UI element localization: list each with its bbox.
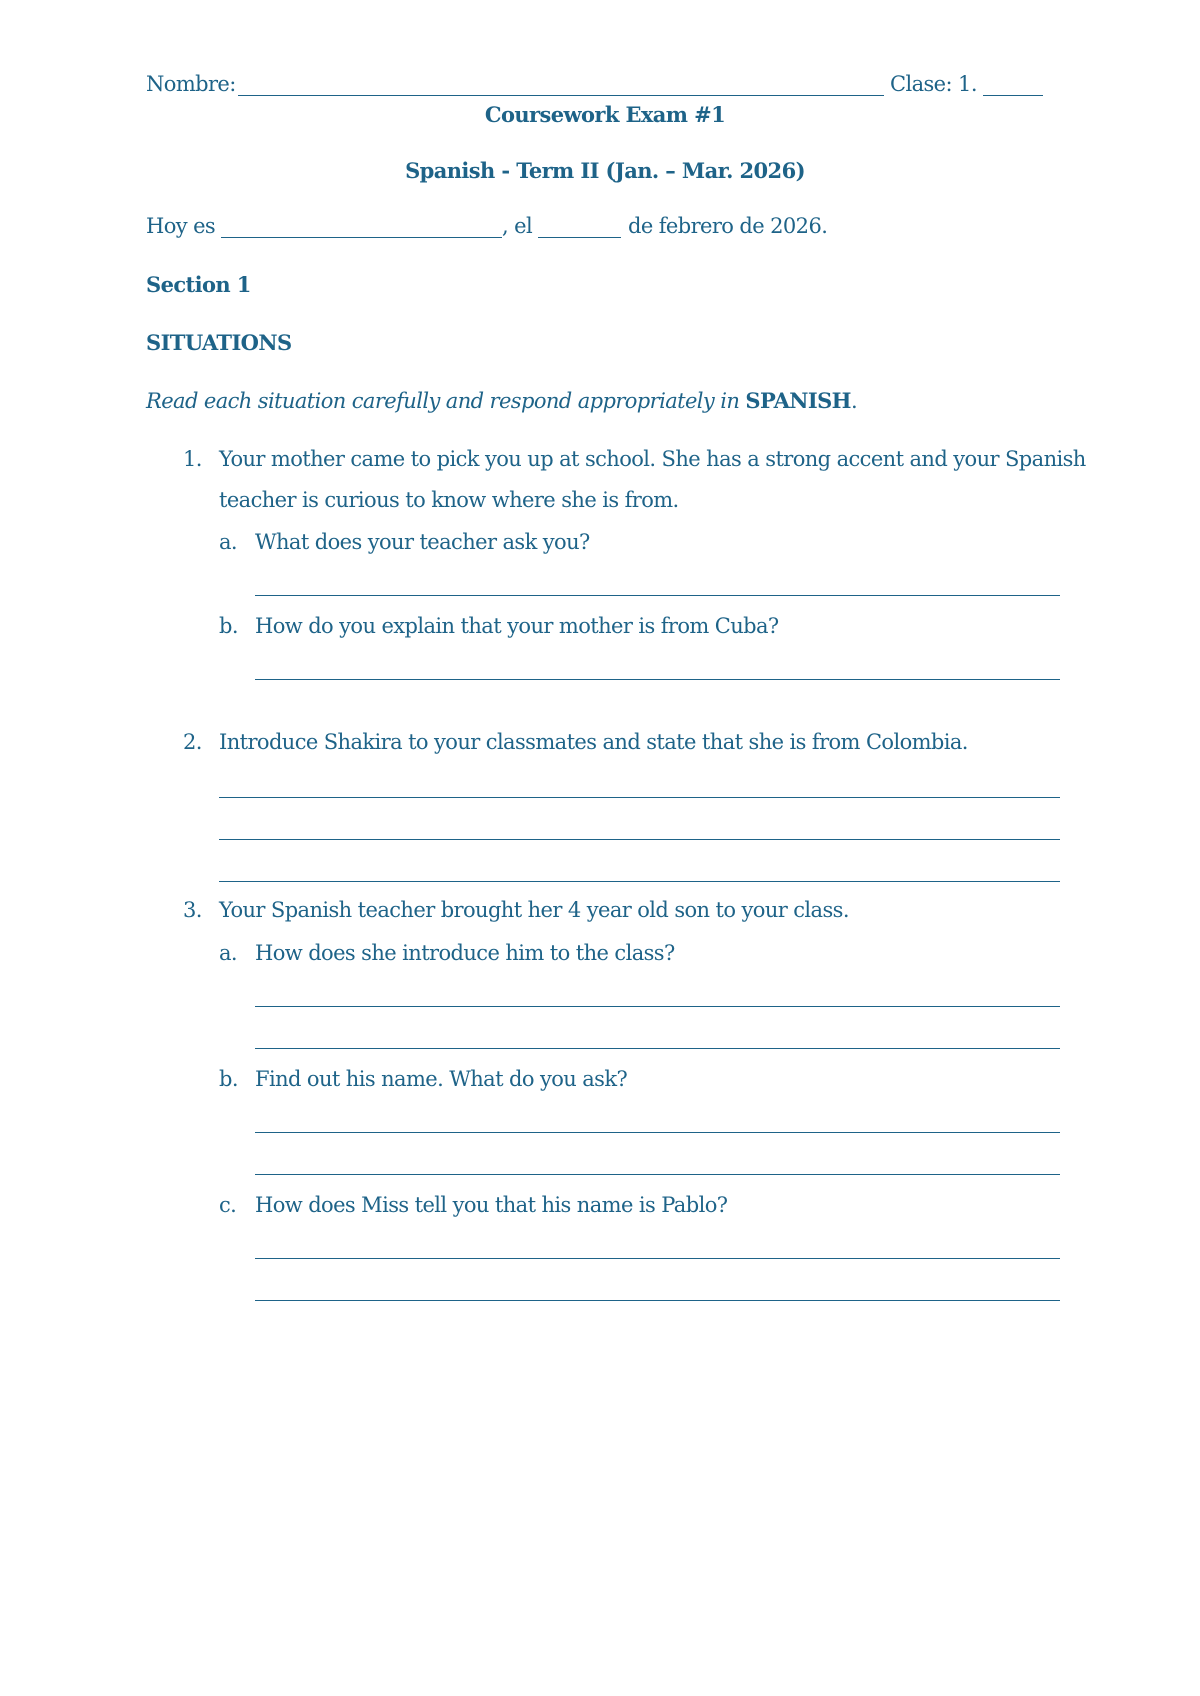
name-label: Nombre: — [146, 72, 236, 96]
question-number: 1. — [183, 447, 202, 471]
instructions — [146, 388, 857, 413]
answer-line[interactable] — [255, 1132, 1060, 1133]
section-subheading: SITUATIONS — [146, 330, 292, 355]
answer-line[interactable] — [255, 679, 1060, 680]
part-letter: a. — [219, 941, 237, 965]
question-text: Introduce Shakira to your classmates and state that she is from Colombia. — [219, 730, 968, 754]
question-number: 3. — [183, 898, 202, 922]
answer-line[interactable] — [255, 1048, 1060, 1049]
part-text: How does Miss tell you that his name is Pablo? — [255, 1193, 728, 1217]
answer-line[interactable] — [219, 881, 1060, 882]
question-number: 2. — [183, 730, 202, 754]
answer-line[interactable] — [255, 595, 1060, 596]
part-text: How does she introduce him to the class? — [255, 941, 675, 965]
name-answer-line[interactable] — [238, 95, 884, 96]
class-answer-line[interactable] — [983, 95, 1043, 96]
date-prefix: Hoy es — [146, 214, 216, 238]
answer-line[interactable] — [219, 797, 1060, 798]
answer-line[interactable] — [255, 1300, 1060, 1301]
part-letter: a. — [219, 530, 237, 554]
date-middle: , el — [502, 214, 533, 238]
weekday-answer-line[interactable] — [221, 237, 502, 238]
date-suffix: de febrero de 2026. — [628, 214, 828, 238]
exam-title: Coursework Exam #1 — [484, 102, 726, 127]
instructions-language: SPANISH — [745, 388, 851, 413]
question-text: Your mother came to pick you up at school. She has a strong accent and your Spanish — [219, 447, 1086, 471]
question-text-continued: teacher is curious to know where she is from. — [219, 488, 679, 512]
part-text: What does your teacher ask you? — [255, 530, 590, 554]
part-text: How do you explain that your mother is from Cuba? — [255, 614, 779, 638]
section-heading: Section 1 — [146, 272, 251, 297]
exam-subtitle: Spanish - Term II (Jan. – Mar. 2026) — [405, 158, 805, 183]
question-text: Your Spanish teacher brought her 4 year old son to your class. — [219, 898, 849, 922]
answer-line[interactable] — [219, 839, 1060, 840]
instructions-period: . — [850, 389, 858, 413]
part-letter: b. — [219, 614, 238, 638]
part-text: Find out his name. What do you ask? — [255, 1067, 628, 1091]
answer-line[interactable] — [255, 1258, 1060, 1259]
part-letter: b. — [219, 1067, 238, 1091]
instructions-text: Read each situation carefully and respond appropriately in — [146, 389, 740, 413]
class-label: Clase: 1. — [890, 72, 977, 96]
day-answer-line[interactable] — [538, 237, 621, 238]
answer-line[interactable] — [255, 1006, 1060, 1007]
part-letter: c. — [219, 1193, 237, 1217]
answer-line[interactable] — [255, 1174, 1060, 1175]
